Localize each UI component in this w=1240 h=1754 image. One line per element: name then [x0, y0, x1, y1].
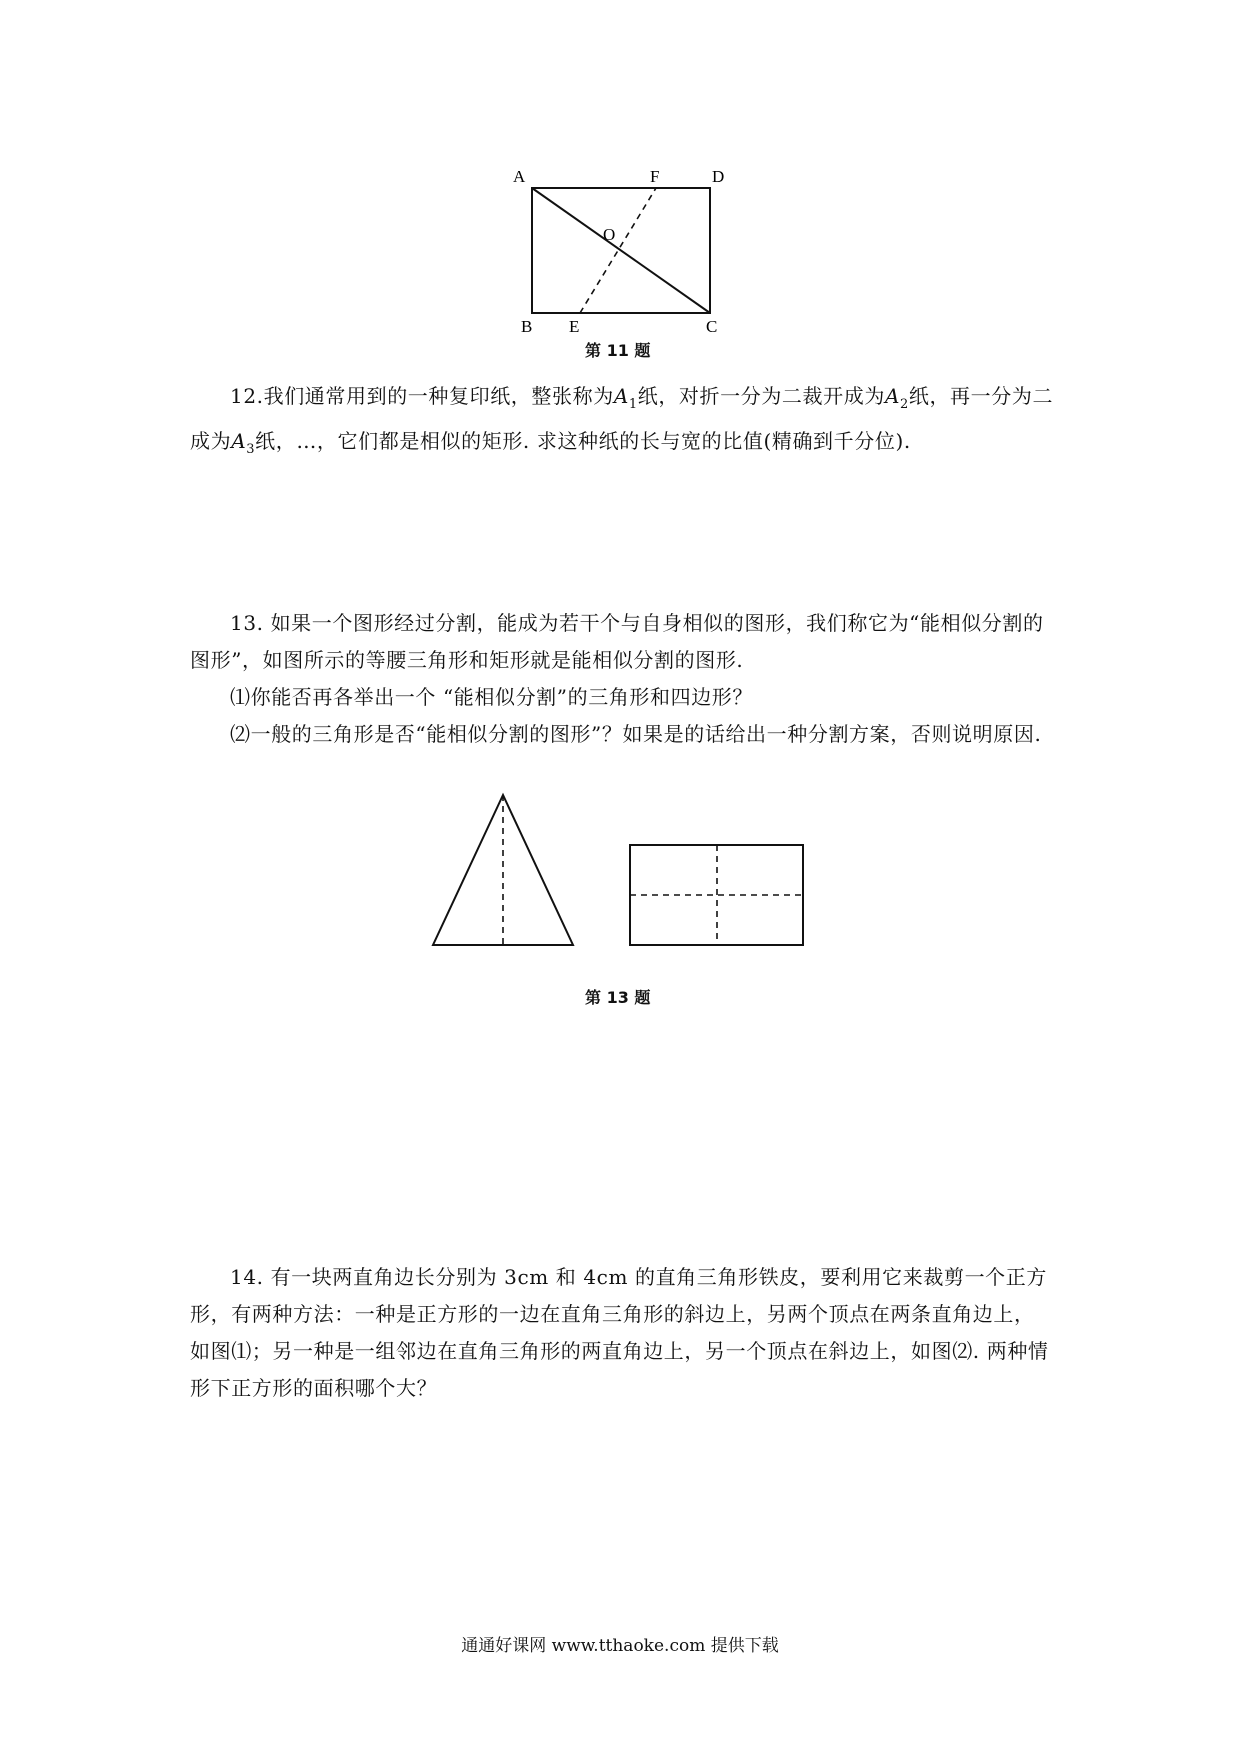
point-label-a: A — [513, 167, 526, 186]
point-label-b: B — [521, 317, 533, 336]
question-12 — [190, 378, 1055, 468]
question-12-text-4: 纸，…，它们都是相似的矩形. 求这种纸的长与宽的比值(精确到千分位). — [255, 429, 911, 453]
question-12-text-2: 纸，对折一分为二裁开成为 — [637, 384, 885, 408]
figure-13 — [425, 785, 825, 965]
paper-a2-subscript: 2 — [899, 397, 909, 412]
question-12-number: 12. — [230, 384, 264, 408]
figure-11-caption: 第 11 题 — [585, 341, 651, 360]
point-label-f: F — [650, 167, 660, 186]
figure-11 — [510, 160, 740, 360]
paper-a3-subscript: 3 — [246, 442, 256, 457]
point-label-e: E — [569, 317, 580, 336]
figure-13-caption: 第 13 题 — [585, 988, 651, 1007]
question-13-subquestion-2: ⑵一般的三角形是否“能相似分割的图形”？如果是的话给出一种分割方案，否则说明原因. — [230, 722, 1042, 746]
point-label-d: D — [712, 167, 725, 186]
question-13-subquestion-1: ⑴你能否再各举出一个 “能相似分割”的三角形和四边形？ — [230, 685, 754, 709]
paper-a1-symbol: A — [613, 384, 629, 408]
question-12-text-1: 我们通常用到的一种复印纸，整张称为 — [263, 384, 614, 408]
paper-a3-symbol: A — [231, 429, 247, 453]
page-footer: 通通好课网 www.tthaoke.com 提供下载 — [461, 1636, 779, 1656]
point-label-c: C — [706, 317, 718, 336]
question-13-subquestions — [230, 679, 1055, 716]
paper-a2-symbol: A — [884, 384, 900, 408]
paper-a1-subscript: 1 — [628, 397, 638, 412]
question-12-text-3: 纸，再一分为二成为 — [190, 384, 1054, 453]
diagonal-ac — [532, 188, 710, 313]
point-label-o: O — [603, 225, 616, 244]
question-13: 13. 如果一个图形经过分割，能成为若干个与自身相似的图形，我们称它为“能相似分割的图形”，如图所示的等腰三角形和矩形就是能相似分割的图形. — [190, 611, 1044, 672]
dashed-line-ef — [580, 188, 656, 313]
question-14: 14. 有一块两直角边长分别为 3cm 和 4cm 的直角三角形铁皮，要利用它来裁剪一个正方形，有两种方法：一种是正方形的一边在直角三角形的斜边上，另两个顶点在两条直角边上，如图⑴；另一种是一组邻边在直角三角形的两直角边上，另一个顶点在斜边上，如图⑵. 两种情形下正方形的面积哪个大？ — [190, 1265, 1049, 1400]
